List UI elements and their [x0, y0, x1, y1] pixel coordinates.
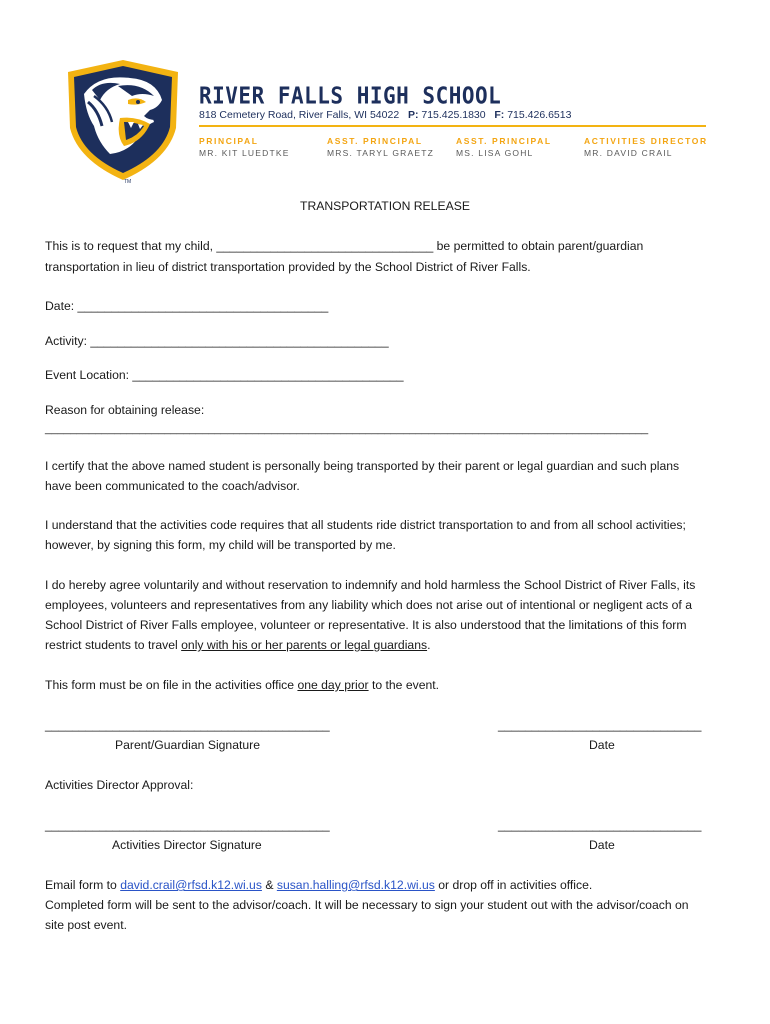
certify-line-2: have been communicated to the coach/advisor.: [45, 479, 300, 493]
staff-role: ASST. PRINCIPAL: [456, 136, 552, 146]
fax-label: F:: [494, 109, 505, 121]
email-ampersand: &: [261, 878, 277, 892]
completed-line-1: Completed form will be sent to the advisor/coach. It will be necessary to sign your student out with the advisor/coach on: [45, 898, 689, 912]
event-location-field: Event Location: ________________________________________: [45, 368, 404, 382]
phone-number: 715.425.1830: [421, 109, 486, 121]
svg-text:TM: TM: [124, 179, 132, 184]
agree-line-4-end: .: [427, 638, 431, 652]
form-title: TRANSPORTATION RELEASE: [300, 199, 470, 213]
staff-principal: [199, 136, 339, 158]
parent-date-label: Date: [589, 738, 615, 752]
staff-role: ASST. PRINCIPAL: [327, 136, 423, 146]
staff-role: PRINCIPAL: [199, 136, 259, 146]
understand-line-2: however, by signing this form, my child will be transported by me.: [45, 538, 396, 552]
completed-line-2: site post event.: [45, 918, 127, 932]
staff-name: MR. DAVID CRAIL: [584, 148, 673, 158]
school-address: [199, 109, 571, 121]
ad-date-field: ______________________________: [498, 818, 702, 832]
fax-number: 715.426.6513: [507, 109, 572, 121]
understand-line-1: I understand that the activities code requires that all students ride district transportation to and from all school activities;: [45, 518, 686, 532]
staff-asst-principal-1: [327, 136, 467, 158]
staff-name: MR. KIT LUEDTKE: [199, 148, 290, 158]
staff-asst-principal-2: [456, 136, 596, 158]
school-name: RIVER FALLS HIGH SCHOOL: [199, 82, 502, 109]
email-link-susan-halling[interactable]: susan.halling@rfsd.k12.wi.us: [276, 878, 435, 892]
onfile-line: [45, 677, 439, 693]
email-text: Email form to: [45, 878, 121, 892]
agree-line-4: [45, 637, 430, 653]
agree-line-2: employees, volunteers and representatives from any liability which does not arise out of intentional or negligent acts of a: [45, 598, 692, 612]
email-link-david-crail[interactable]: david.crail@rfsd.k12.wi.us: [120, 878, 262, 892]
parent-signature-field: __________________________________________: [45, 718, 330, 732]
staff-role: ACTIVITIES DIRECTOR: [584, 136, 708, 146]
email-text-end: or drop off in activities office.: [434, 878, 593, 892]
agree-line-1: I do hereby agree voluntarily and without reservation to indemnify and hold harmless the School District of River Falls, its: [45, 578, 696, 592]
ad-approval-label: Activities Director Approval:: [45, 778, 194, 792]
certify-line-1: I certify that the above named student is personally being transported by their parent or legal guardian and such plans: [45, 459, 680, 473]
one-day-prior: one day prior: [297, 678, 369, 692]
guardian-restriction: only with his or her parents or legal guardians: [181, 638, 428, 652]
parent-date-field: ______________________________: [498, 718, 702, 732]
reason-field: ________________________________________________________________________________________________: [45, 423, 649, 435]
staff-activities-director: [584, 136, 724, 158]
address-text: 818 Cemetery Road, River Falls, WI 54022: [199, 109, 400, 121]
onfile-end: to the event.: [368, 678, 440, 692]
parent-signature-label: Parent/Guardian Signature: [115, 738, 260, 752]
staff-name: MRS. TARYL GRAETZ: [327, 148, 434, 158]
wildcat-logo: [58, 56, 188, 184]
ad-date-label: Date: [589, 838, 615, 852]
request-line-2: transportation in lieu of district transportation provided by the School District of River Falls.: [45, 260, 531, 274]
phone-label: P:: [407, 109, 419, 121]
request-line-1: This is to request that my child, ________________________________ be permitted to obtain parent/guardian: [45, 239, 644, 253]
agree-line-3: School District of River Falls employee, volunteer or representative. It is also understood that the limitations of this form: [45, 618, 687, 632]
onfile-text: This form must be on file in the activities office: [45, 678, 298, 692]
staff-name: MS. LISA GOHL: [456, 148, 534, 158]
agree-line-4-text: restrict students to travel: [45, 638, 182, 652]
ad-signature-label: Activities Director Signature: [112, 838, 262, 852]
date-field: Date: _____________________________________: [45, 299, 329, 313]
activity-field: Activity: ____________________________________________: [45, 334, 389, 348]
ad-signature-field: __________________________________________: [45, 818, 330, 832]
email-line: [45, 877, 592, 893]
reason-label: Reason for obtaining release:: [45, 403, 205, 417]
header-divider: [199, 125, 706, 127]
